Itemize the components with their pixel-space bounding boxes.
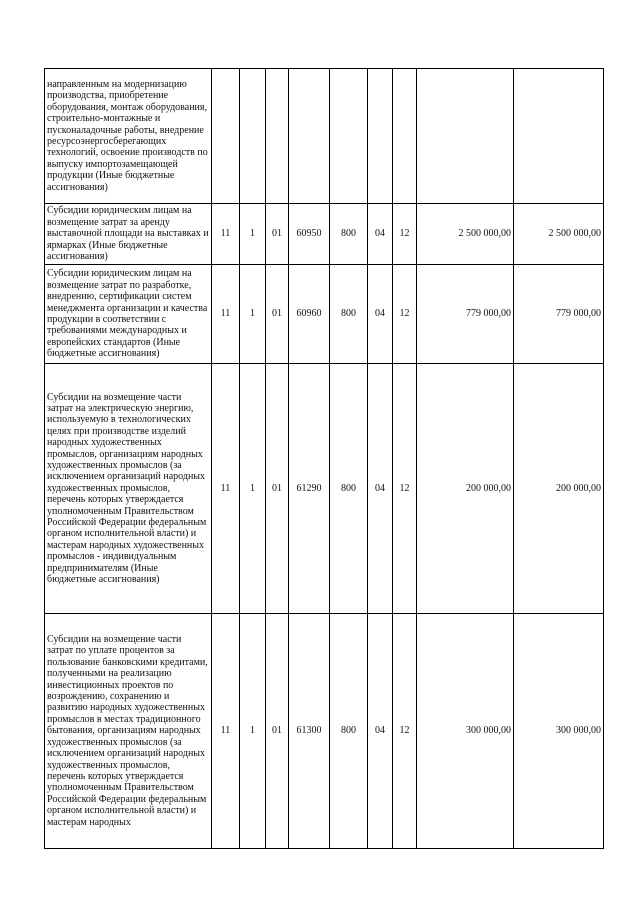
code-cell: 04 (368, 364, 393, 614)
amount-cell: 779 000,00 (417, 265, 514, 364)
amount-cell: 200 000,00 (417, 364, 514, 614)
code-cell (240, 69, 266, 204)
code-cell: 11 (212, 614, 240, 849)
code-cell: 12 (393, 614, 417, 849)
code-cell: 1 (240, 204, 266, 265)
code-cell: 61300 (289, 614, 330, 849)
code-cell: 01 (266, 614, 289, 849)
amount-cell (514, 69, 604, 204)
code-cell: 11 (212, 204, 240, 265)
code-cell: 11 (212, 364, 240, 614)
code-cell: 800 (330, 204, 368, 265)
amount-cell: 300 000,00 (417, 614, 514, 849)
amount-cell: 2 500 000,00 (417, 204, 514, 265)
code-cell: 1 (240, 614, 266, 849)
row-description: Субсидии на возмещение части затрат на электрическую энергию, используемую в технологических целях при производстве изделий народных художественных промыслов, организациям народных художественных промыслов (за исключением организаций народных художественных промыслов, перечень которых утверждается уполномоченным Правительством Российской Федерации федеральным органом исполнительной власти) и мастерам народных художественных промыслов - индивидуальным предпринимателям (Иные бюджетные ассигнования) (45, 364, 212, 614)
code-cell: 12 (393, 204, 417, 265)
row-description: направленным на модернизацию производства, приобретение оборудования, монтаж оборудования, строительно-монтажные и пусконаладочные работы, внедрение ресурсоэнергосберегающих технологий, освоение производств по выпуску импортозамещающей продукции (Иные бюджетные ассигнования) (45, 69, 212, 204)
code-cell: 11 (212, 265, 240, 364)
code-cell (393, 69, 417, 204)
code-cell: 800 (330, 265, 368, 364)
row-description: Субсидии юридическим лицам на возмещение затрат за аренду выставочной площади на выставках и ярмарках (Иные бюджетные ассигнования) (45, 204, 212, 265)
table-row (45, 265, 604, 364)
code-cell: 1 (240, 364, 266, 614)
code-cell: 800 (330, 614, 368, 849)
code-cell (289, 69, 330, 204)
table-row (45, 364, 604, 614)
amount-cell (417, 69, 514, 204)
code-cell: 60950 (289, 204, 330, 265)
amount-cell: 300 000,00 (514, 614, 604, 849)
code-cell: 04 (368, 265, 393, 364)
budget-table (44, 68, 604, 849)
code-cell: 01 (266, 204, 289, 265)
table-row (45, 204, 604, 265)
amount-cell: 200 000,00 (514, 364, 604, 614)
table-row (45, 69, 604, 204)
code-cell (266, 69, 289, 204)
code-cell (368, 69, 393, 204)
code-cell: 01 (266, 265, 289, 364)
code-cell (212, 69, 240, 204)
code-cell (330, 69, 368, 204)
code-cell: 04 (368, 204, 393, 265)
amount-cell: 779 000,00 (514, 265, 604, 364)
code-cell: 61290 (289, 364, 330, 614)
table-row (45, 614, 604, 849)
row-description: Субсидии юридическим лицам на возмещение затрат по разработке, внедрению, сертификации систем менеджмента организации и качества продукции в соответствии с требованиями международных и европейских стандартов (Иные бюджетные ассигнования) (45, 265, 212, 364)
code-cell: 1 (240, 265, 266, 364)
code-cell: 60960 (289, 265, 330, 364)
row-description: Субсидии на возмещение части затрат по уплате процентов за пользование банковскими кредитами, полученными на реализацию инвестиционных проектов по возрождению, сохранению и развитию народных художественных промыслов в местах традиционного бытования, организациям народных художественных промыслов (за исключением организаций народных художественных промыслов, перечень которых утверждается уполномоченным Правительством Российской Федерации федеральным органом исполнительной власти) и мастерам народных (45, 614, 212, 849)
code-cell: 12 (393, 364, 417, 614)
code-cell: 04 (368, 614, 393, 849)
amount-cell: 2 500 000,00 (514, 204, 604, 265)
code-cell: 01 (266, 364, 289, 614)
code-cell: 12 (393, 265, 417, 364)
code-cell: 800 (330, 364, 368, 614)
